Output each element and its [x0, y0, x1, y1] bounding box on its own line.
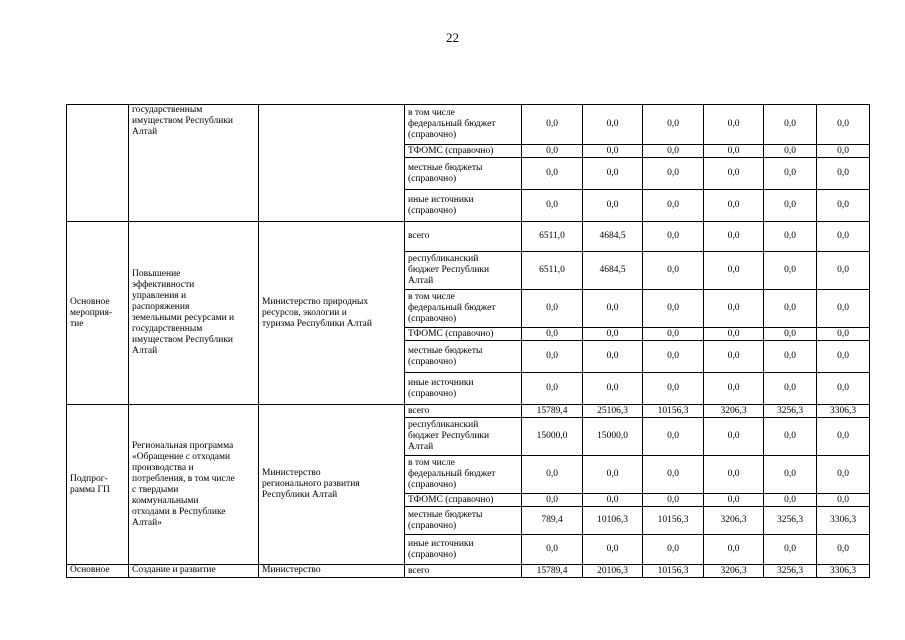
- amount-cell: 3306,3: [817, 565, 870, 578]
- amount-cell: 0,0: [817, 145, 870, 158]
- amount-cell: 10156,3: [643, 405, 704, 418]
- measure-name-cell: Повышение эффективности управления и распоряжения земельными ресурсами и государственным имуществом Республики Алтай: [129, 222, 259, 405]
- amount-cell: 0,0: [643, 158, 704, 190]
- amount-cell: 0,0: [583, 158, 643, 190]
- amount-cell: 0,0: [764, 418, 817, 456]
- amount-cell: 0,0: [643, 290, 704, 328]
- amount-cell: 4684,5: [583, 252, 643, 290]
- funding-source-cell: местные бюджеты (справочно): [405, 507, 522, 535]
- funding-source-cell: в том числе федеральный бюджет (справочно): [405, 290, 522, 328]
- amount-cell: 0,0: [704, 105, 764, 145]
- amount-cell: 0,0: [522, 190, 583, 222]
- amount-cell: 0,0: [764, 456, 817, 494]
- amount-cell: 0,0: [704, 494, 764, 507]
- amount-cell: 0,0: [522, 456, 583, 494]
- amount-cell: 15000,0: [583, 418, 643, 456]
- funding-source-cell: иные источники (справочно): [405, 190, 522, 222]
- amount-cell: 0,0: [817, 494, 870, 507]
- amount-cell: 0,0: [522, 158, 583, 190]
- amount-cell: 0,0: [704, 145, 764, 158]
- table-row: [67, 222, 870, 252]
- funding-source-cell: всего: [405, 405, 522, 418]
- amount-cell: 3206,3: [704, 405, 764, 418]
- amount-cell: 0,0: [817, 328, 870, 341]
- amount-cell: 0,0: [583, 105, 643, 145]
- amount-cell: 0,0: [643, 145, 704, 158]
- amount-cell: 0,0: [522, 494, 583, 507]
- table-row: [67, 565, 870, 578]
- amount-cell: 0,0: [522, 290, 583, 328]
- funding-source-cell: местные бюджеты (справочно): [405, 341, 522, 373]
- amount-cell: 0,0: [643, 328, 704, 341]
- funding-source-cell: ТФОМС (справочно): [405, 494, 522, 507]
- amount-cell: 4684,5: [583, 222, 643, 252]
- amount-cell: 0,0: [764, 494, 817, 507]
- amount-cell: 0,0: [704, 328, 764, 341]
- amount-cell: 0,0: [704, 456, 764, 494]
- measure-name-cell: Создание и развитие: [129, 565, 259, 578]
- amount-cell: 3206,3: [704, 507, 764, 535]
- amount-cell: 6511,0: [522, 222, 583, 252]
- amount-cell: 0,0: [764, 373, 817, 405]
- amount-cell: 0,0: [704, 290, 764, 328]
- amount-cell: 0,0: [817, 252, 870, 290]
- amount-cell: 10156,3: [643, 507, 704, 535]
- table-row: [67, 105, 870, 145]
- amount-cell: 0,0: [704, 190, 764, 222]
- budget-table: [66, 104, 870, 578]
- funding-source-cell: всего: [405, 222, 522, 252]
- measure-name-cell: государственным имуществом Республики Алтай: [129, 105, 259, 222]
- amount-cell: 0,0: [704, 535, 764, 565]
- amount-cell: 0,0: [522, 535, 583, 565]
- executor-cell: [259, 105, 405, 222]
- funding-source-cell: республиканский бюджет Республики Алтай: [405, 252, 522, 290]
- measure-name-cell: Региональная программа «Обращение с отходами производства и потребления, в том числе с твердыми коммунальными отходами в Республике Алтай»: [129, 405, 259, 565]
- amount-cell: 0,0: [583, 190, 643, 222]
- funding-source-cell: ТФОМС (справочно): [405, 145, 522, 158]
- row-label-cell: Основное мероприя- тие: [67, 222, 129, 405]
- amount-cell: 3306,3: [817, 507, 870, 535]
- amount-cell: 0,0: [583, 494, 643, 507]
- amount-cell: 0,0: [817, 373, 870, 405]
- amount-cell: 0,0: [643, 418, 704, 456]
- amount-cell: 0,0: [817, 535, 870, 565]
- amount-cell: 0,0: [817, 456, 870, 494]
- amount-cell: 0,0: [522, 105, 583, 145]
- table-row: [67, 405, 870, 418]
- amount-cell: 0,0: [522, 341, 583, 373]
- amount-cell: 0,0: [817, 418, 870, 456]
- funding-source-cell: в том числе федеральный бюджет (справочно): [405, 456, 522, 494]
- amount-cell: 15789,4: [522, 405, 583, 418]
- funding-source-cell: иные источники (справочно): [405, 535, 522, 565]
- amount-cell: 789,4: [522, 507, 583, 535]
- funding-source-cell: ТФОМС (справочно): [405, 328, 522, 341]
- amount-cell: 3256,3: [764, 565, 817, 578]
- amount-cell: 0,0: [583, 145, 643, 158]
- amount-cell: 0,0: [583, 328, 643, 341]
- amount-cell: 0,0: [704, 252, 764, 290]
- amount-cell: 0,0: [817, 158, 870, 190]
- amount-cell: 15789,4: [522, 565, 583, 578]
- executor-cell: Министерство природных ресурсов, экологии и туризма Республики Алтай: [259, 222, 405, 405]
- amount-cell: 0,0: [583, 456, 643, 494]
- row-label-cell: [67, 105, 129, 222]
- amount-cell: 0,0: [643, 190, 704, 222]
- amount-cell: 0,0: [764, 341, 817, 373]
- amount-cell: 3256,3: [764, 405, 817, 418]
- amount-cell: 0,0: [817, 222, 870, 252]
- amount-cell: 3256,3: [764, 507, 817, 535]
- executor-cell: Министерство регионального развития Республики Алтай: [259, 405, 405, 565]
- amount-cell: 0,0: [522, 373, 583, 405]
- amount-cell: 10156,3: [643, 565, 704, 578]
- funding-source-cell: республиканский бюджет Республики Алтай: [405, 418, 522, 456]
- amount-cell: 0,0: [643, 341, 704, 373]
- amount-cell: 3206,3: [704, 565, 764, 578]
- amount-cell: 0,0: [764, 222, 817, 252]
- funding-source-cell: всего: [405, 565, 522, 578]
- funding-source-cell: в том числе федеральный бюджет (справочно): [405, 105, 522, 145]
- amount-cell: 0,0: [764, 105, 817, 145]
- amount-cell: 0,0: [583, 535, 643, 565]
- amount-cell: 0,0: [817, 190, 870, 222]
- amount-cell: 0,0: [643, 373, 704, 405]
- amount-cell: 0,0: [764, 145, 817, 158]
- amount-cell: 25106,3: [583, 405, 643, 418]
- amount-cell: 0,0: [522, 328, 583, 341]
- amount-cell: 0,0: [764, 290, 817, 328]
- amount-cell: 3306,3: [817, 405, 870, 418]
- amount-cell: 0,0: [643, 494, 704, 507]
- amount-cell: 0,0: [764, 535, 817, 565]
- amount-cell: 6511,0: [522, 252, 583, 290]
- executor-cell: Министерство: [259, 565, 405, 578]
- amount-cell: 15000,0: [522, 418, 583, 456]
- amount-cell: 0,0: [704, 222, 764, 252]
- amount-cell: 0,0: [643, 456, 704, 494]
- funding-source-cell: местные бюджеты (справочно): [405, 158, 522, 190]
- amount-cell: 0,0: [643, 222, 704, 252]
- amount-cell: 0,0: [817, 290, 870, 328]
- amount-cell: 0,0: [643, 535, 704, 565]
- amount-cell: 0,0: [704, 373, 764, 405]
- amount-cell: 0,0: [704, 418, 764, 456]
- amount-cell: 0,0: [704, 158, 764, 190]
- amount-cell: 0,0: [643, 105, 704, 145]
- funding-source-cell: иные источники (справочно): [405, 373, 522, 405]
- amount-cell: 20106,3: [583, 565, 643, 578]
- amount-cell: 0,0: [583, 341, 643, 373]
- amount-cell: 0,0: [583, 290, 643, 328]
- row-label-cell: Подпрог- рамма ГП: [67, 405, 129, 565]
- amount-cell: 0,0: [764, 252, 817, 290]
- amount-cell: 0,0: [522, 145, 583, 158]
- amount-cell: 0,0: [704, 341, 764, 373]
- amount-cell: 0,0: [643, 252, 704, 290]
- amount-cell: 0,0: [764, 158, 817, 190]
- row-label-cell: Основное: [67, 565, 129, 578]
- page-number: 22: [446, 30, 459, 45]
- amount-cell: 10106,3: [583, 507, 643, 535]
- amount-cell: 0,0: [817, 341, 870, 373]
- amount-cell: 0,0: [764, 190, 817, 222]
- amount-cell: 0,0: [583, 373, 643, 405]
- amount-cell: 0,0: [817, 105, 870, 145]
- amount-cell: 0,0: [764, 328, 817, 341]
